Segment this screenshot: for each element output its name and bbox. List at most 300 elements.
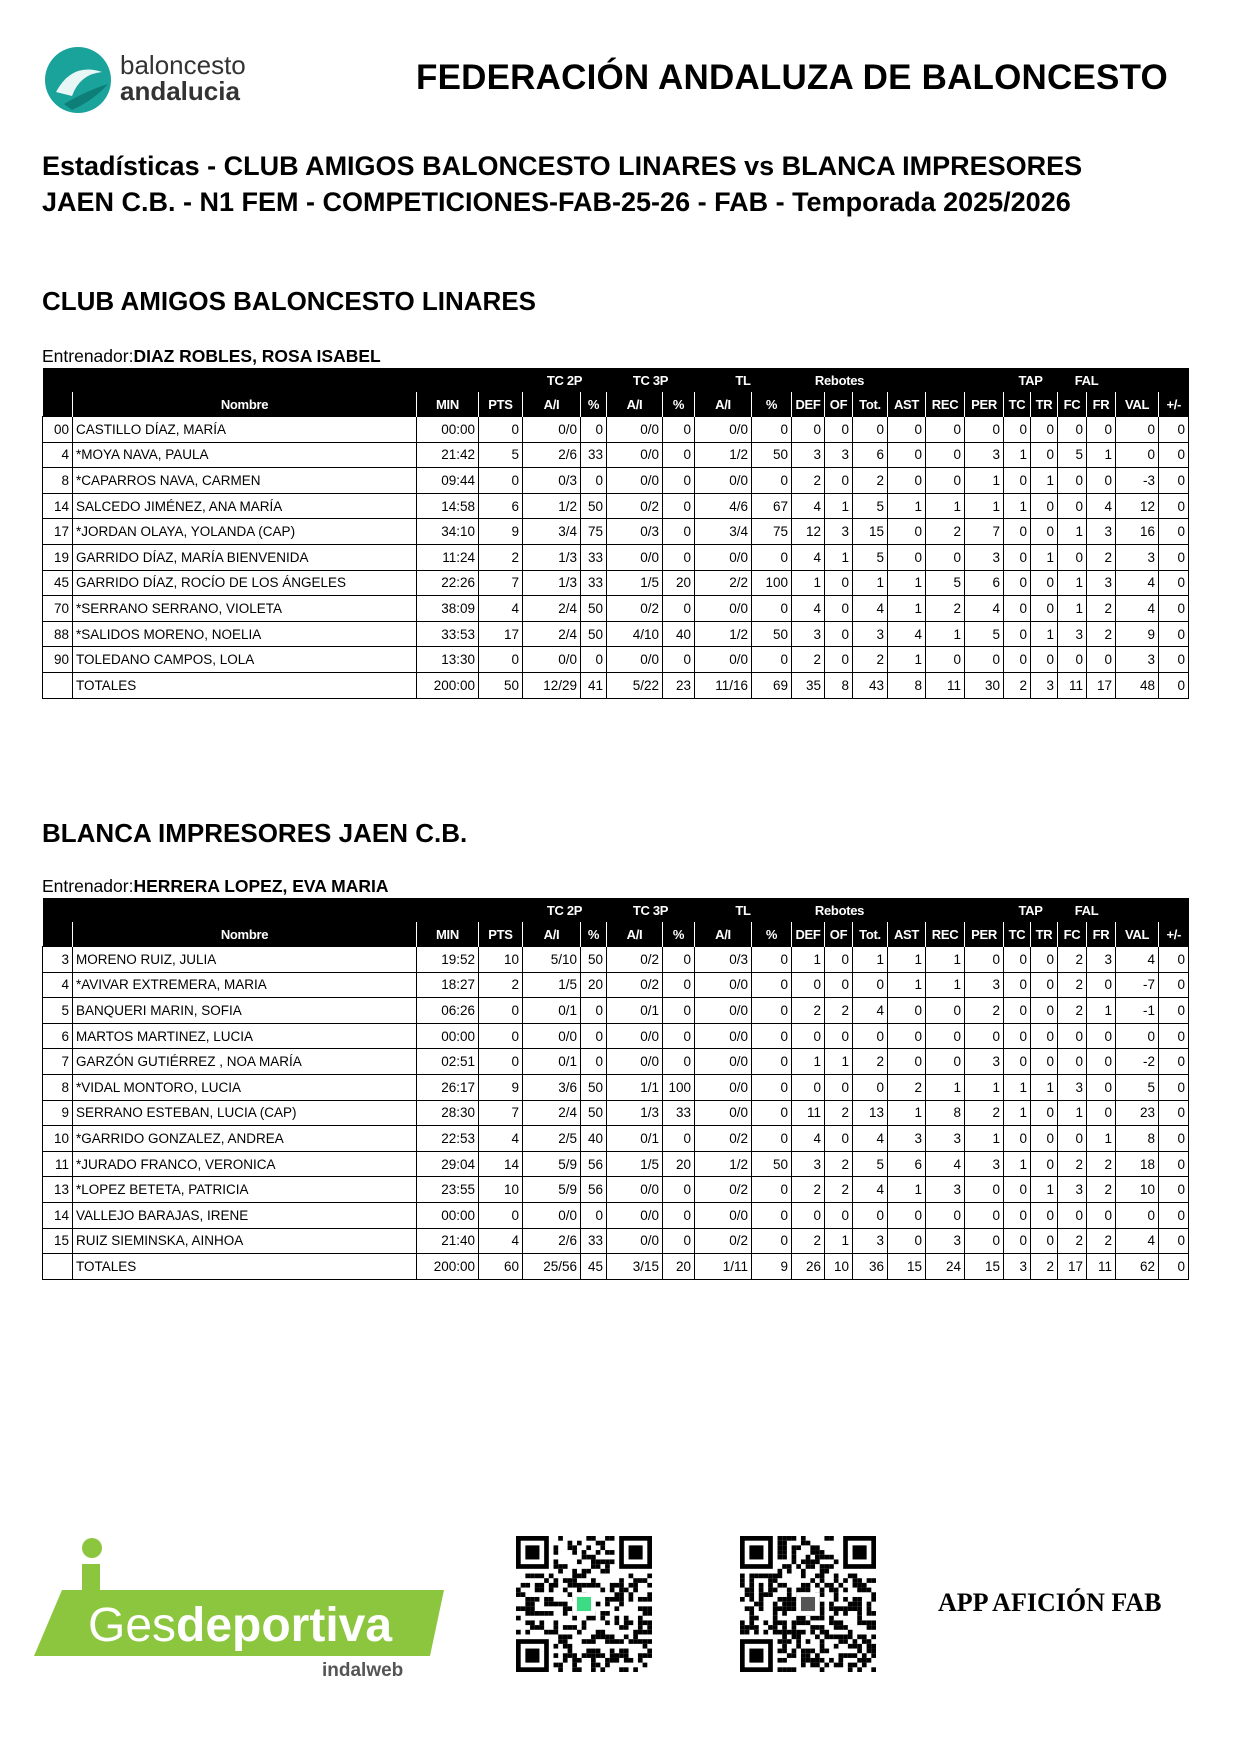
stat-cell: 4 (1087, 493, 1116, 519)
stat-cell: 2 (888, 1074, 926, 1100)
stat-cell: 2/2 (695, 570, 752, 596)
stat-cell: 4 (853, 1126, 888, 1152)
stat-cell: 1 (926, 621, 965, 647)
stat-cell: 0 (1087, 647, 1116, 673)
stat-cell: 7 (479, 570, 523, 596)
column-header-cell: PER (965, 922, 1004, 947)
stat-cell: 0 (752, 1177, 792, 1203)
stat-cell: 1/5 (607, 570, 663, 596)
stat-cell: 00:00 (417, 1202, 479, 1228)
stat-cell: 0 (825, 1023, 853, 1049)
stat-cell: 1/2 (695, 442, 752, 468)
stat-cell: 0 (825, 947, 853, 973)
stat-cell: 10 (479, 1177, 523, 1203)
stat-cell: 2 (1058, 972, 1087, 998)
stat-cell: 3 (1087, 570, 1116, 596)
stat-cell: 1/3 (523, 570, 581, 596)
stat-cell: 2/4 (523, 1100, 581, 1126)
group-header-cell: TAP (1018, 902, 1043, 918)
player-name-cell: GARRIDO DÍAZ, MARÍA BIENVENIDA (73, 544, 417, 570)
stat-cell: 00:00 (417, 417, 479, 443)
stat-cell: 0/2 (607, 972, 663, 998)
stat-cell: 0 (752, 1100, 792, 1126)
stat-cell: 0 (663, 1202, 695, 1228)
stat-cell: 2 (825, 1177, 853, 1203)
stat-cell: 50 (581, 493, 607, 519)
stat-cell: 15 (888, 1254, 926, 1280)
player-name-cell: TOLEDANO CAMPOS, LOLA (73, 647, 417, 673)
column-header-cell (43, 392, 73, 417)
stat-cell: 02:51 (417, 1049, 479, 1075)
stat-cell: 1/3 (523, 544, 581, 570)
stat-cell: 4 (792, 493, 825, 519)
stat-cell: 1 (1004, 493, 1031, 519)
stat-cell: 0 (1004, 544, 1031, 570)
stat-cell: 0 (825, 621, 853, 647)
stat-cell: 0/0 (523, 417, 581, 443)
stat-cell: 0 (965, 947, 1004, 973)
stat-cell: 0 (1004, 596, 1031, 622)
stat-cell: 88 (43, 621, 73, 647)
column-header-cell: Tot. (853, 392, 888, 417)
stat-cell: 2/5 (523, 1126, 581, 1152)
stat-cell: 5 (1058, 442, 1087, 468)
stat-cell: 0 (479, 998, 523, 1024)
stat-cell: 0/1 (523, 1049, 581, 1075)
stat-cell: 0 (1159, 544, 1189, 570)
stat-cell: 0/3 (695, 947, 752, 973)
stat-cell: -3 (1116, 468, 1159, 494)
stat-cell: 30 (965, 672, 1004, 698)
stat-cell: 0 (479, 1202, 523, 1228)
stat-cell: 0 (888, 544, 926, 570)
group-header-cell (888, 368, 926, 392)
stat-cell: 0 (1031, 1049, 1058, 1075)
group-header-cell (965, 898, 1004, 922)
stat-cell: 0 (1058, 544, 1087, 570)
stat-cell: 0 (752, 972, 792, 998)
stat-cell: 1 (1087, 1126, 1116, 1152)
column-header-cell: FR (1087, 392, 1116, 417)
stat-cell: 0 (1031, 998, 1058, 1024)
stat-cell: 2 (1087, 1177, 1116, 1203)
stat-cell: 3 (1004, 1254, 1031, 1280)
stat-cell: 2 (825, 998, 853, 1024)
group-header-cell (417, 898, 479, 922)
stat-cell: 0/0 (695, 468, 752, 494)
stat-cell: 100 (752, 570, 792, 596)
stat-cell: 20 (663, 1151, 695, 1177)
stat-cell: 1 (965, 1074, 1004, 1100)
stat-cell: 0 (1087, 1023, 1116, 1049)
stat-cell: 4 (479, 1126, 523, 1152)
stat-cell: 6 (965, 570, 1004, 596)
stat-cell: 34:10 (417, 519, 479, 545)
stat-cell: 33 (581, 1228, 607, 1254)
stat-cell: 0/0 (695, 972, 752, 998)
stat-cell: 26 (792, 1254, 825, 1280)
stat-cell: 3 (853, 1228, 888, 1254)
stat-cell: 1 (1004, 1100, 1031, 1126)
stat-cell: 75 (581, 519, 607, 545)
table-column-header (43, 392, 1189, 417)
stat-cell: 0 (752, 647, 792, 673)
stat-cell: 0 (1004, 570, 1031, 596)
stat-cell: 50 (581, 1100, 607, 1126)
stat-cell: 1 (1031, 1177, 1058, 1203)
group-header-cell: Rebotes (814, 902, 865, 918)
stat-cell: 2 (825, 1100, 853, 1126)
player-name-cell: GARZÓN GUTIÉRREZ , NOA MARÍA (73, 1049, 417, 1075)
subtitle-line1: Estadísticas - CLUB AMIGOS BALONCESTO LINARES vs BLANCA IMPRESORES (42, 151, 1083, 181)
stat-cell: 0 (926, 468, 965, 494)
player-name-cell: *GARRIDO GONZALEZ, ANDREA (73, 1126, 417, 1152)
stat-cell: 0/0 (607, 1202, 663, 1228)
stat-cell: 1 (1058, 570, 1087, 596)
stat-cell: 0 (1004, 947, 1031, 973)
stat-cell: 0 (1058, 417, 1087, 443)
stat-cell: 0 (1159, 1074, 1189, 1100)
stat-cell: 5 (43, 998, 73, 1024)
player-name-cell: *LOPEZ BETETA, PATRICIA (73, 1177, 417, 1203)
stat-cell: 1 (888, 947, 926, 973)
stat-cell: 0 (1159, 570, 1189, 596)
column-header-cell: Nombre (73, 922, 417, 947)
stat-cell: 3 (926, 1177, 965, 1203)
group-header-cell: FAL (1074, 372, 1099, 388)
stat-cell: 0/0 (523, 1023, 581, 1049)
stat-cell: 0 (479, 468, 523, 494)
fab-logo-line2: andalucia (120, 76, 240, 106)
stat-cell: 0 (1058, 647, 1087, 673)
stat-cell: 56 (581, 1151, 607, 1177)
group-header-cell (417, 368, 479, 392)
stat-cell: 43 (853, 672, 888, 698)
stat-cell: 0 (479, 417, 523, 443)
stat-cell: 0 (926, 544, 965, 570)
group-header-cell (1159, 368, 1189, 392)
stat-cell: 0 (1004, 972, 1031, 998)
stat-cell: 0 (1159, 972, 1189, 998)
stat-cell: 1 (825, 493, 853, 519)
stat-cell: 2 (853, 468, 888, 494)
stat-cell: 3/15 (607, 1254, 663, 1280)
stat-cell: 0 (926, 1049, 965, 1075)
table-group-header (43, 898, 1189, 922)
stat-cell: 0 (1159, 1254, 1189, 1280)
stat-cell: 2 (965, 998, 1004, 1024)
stat-cell: 0 (752, 1074, 792, 1100)
stat-cell: 0 (752, 1228, 792, 1254)
stat-cell: 4 (888, 621, 926, 647)
stat-cell: 4 (792, 1126, 825, 1152)
column-header-cell: PTS (479, 922, 523, 947)
stat-cell: 0 (663, 544, 695, 570)
team1-coach-label: Entrenador: (42, 346, 134, 366)
column-header-cell: VAL (1116, 922, 1159, 947)
stat-cell: 1 (853, 570, 888, 596)
stat-cell: 0 (663, 519, 695, 545)
stat-cell: 2 (1087, 544, 1116, 570)
stat-cell: 0/0 (607, 1228, 663, 1254)
stat-cell: 2 (853, 647, 888, 673)
column-header-cell: MIN (417, 392, 479, 417)
stat-cell: 2 (479, 972, 523, 998)
player-name-cell: CASTILLO DÍAZ, MARÍA (73, 417, 417, 443)
stat-cell: 3 (1116, 544, 1159, 570)
stat-cell: 0 (752, 417, 792, 443)
stat-cell: 0 (825, 1074, 853, 1100)
player-row (43, 1126, 1189, 1152)
stat-cell: 0 (1159, 596, 1189, 622)
stat-cell: 3 (853, 621, 888, 647)
stat-cell: 62 (1116, 1254, 1159, 1280)
stat-cell: 17 (43, 519, 73, 545)
stat-cell (43, 1254, 73, 1280)
column-header-cell: Nombre (73, 392, 417, 417)
stat-cell: 0 (965, 417, 1004, 443)
stat-cell: 0 (888, 468, 926, 494)
player-row (43, 570, 1189, 596)
stat-cell: 1/5 (523, 972, 581, 998)
stat-cell: 9 (479, 1074, 523, 1100)
stat-cell: 19 (43, 544, 73, 570)
stat-cell: 1/2 (695, 621, 752, 647)
group-header-cell: TC 3P (632, 902, 669, 918)
column-header-cell: DEF (792, 922, 825, 947)
stat-cell: 3 (1116, 647, 1159, 673)
stat-cell: 0 (479, 647, 523, 673)
stat-cell: 0/0 (607, 1049, 663, 1075)
stat-cell: 0 (663, 1126, 695, 1152)
stat-cell: 15 (853, 519, 888, 545)
stat-cell: 0 (926, 647, 965, 673)
stat-cell: 50 (581, 947, 607, 973)
column-header-cell: % (663, 392, 695, 417)
player-row (43, 1023, 1189, 1049)
player-name-cell: RUIZ SIEMINSKA, AINHOA (73, 1228, 417, 1254)
stat-cell: 28:30 (417, 1100, 479, 1126)
stat-cell: 14 (43, 493, 73, 519)
stat-cell: 0 (1031, 570, 1058, 596)
stat-cell: 0 (1159, 1177, 1189, 1203)
player-row (43, 1074, 1189, 1100)
subtitle-line2: JAEN C.B. - N1 FEM - COMPETICIONES-FAB-25-26 - FAB - Temporada 2025/2026 (42, 187, 1071, 217)
stat-cell: 00:00 (417, 1023, 479, 1049)
stat-cell: -7 (1116, 972, 1159, 998)
stat-cell: 18 (1116, 1151, 1159, 1177)
stat-cell: 0/3 (523, 468, 581, 494)
player-name-cell: TOTALES (73, 672, 417, 698)
stat-cell: 23 (1116, 1100, 1159, 1126)
column-header-cell: PTS (479, 392, 523, 417)
column-header-cell: TC (1004, 392, 1031, 417)
qr-code-android[interactable] (516, 1536, 652, 1672)
stat-cell: 0 (581, 647, 607, 673)
stat-cell: 2 (853, 1049, 888, 1075)
stat-cell: 0/3 (607, 519, 663, 545)
stat-cell: 2 (1087, 1151, 1116, 1177)
stat-cell: 0 (1087, 468, 1116, 494)
stat-cell: 200:00 (417, 672, 479, 698)
player-name-cell: TOTALES (73, 1254, 417, 1280)
stat-cell: 21:40 (417, 1228, 479, 1254)
stat-cell: 1 (825, 1049, 853, 1075)
stat-cell: -1 (1116, 998, 1159, 1024)
stat-cell: 1 (825, 1228, 853, 1254)
column-header-cell: PER (965, 392, 1004, 417)
column-header-cell: VAL (1116, 392, 1159, 417)
group-header-cell (73, 898, 417, 922)
stat-cell: 1 (926, 1074, 965, 1100)
stat-cell: 0 (1031, 1126, 1058, 1152)
column-header-cell: DEF (792, 392, 825, 417)
stat-cell: 0/0 (695, 1202, 752, 1228)
stat-cell: 0 (1159, 672, 1189, 698)
player-name-cell: *MOYA NAVA, PAULA (73, 442, 417, 468)
stat-cell: 11 (1058, 672, 1087, 698)
stat-cell: 0/0 (695, 1074, 752, 1100)
stat-cell: 1/1 (607, 1074, 663, 1100)
column-header-cell: TR (1031, 922, 1058, 947)
player-row (43, 621, 1189, 647)
column-header-cell: +/- (1159, 392, 1189, 417)
qr-code-ios[interactable] (740, 1536, 876, 1672)
stat-cell: 50 (479, 672, 523, 698)
stat-cell: 0 (1004, 1228, 1031, 1254)
stat-cell: 0 (663, 596, 695, 622)
stat-cell: 0 (965, 1202, 1004, 1228)
stat-cell: 0 (825, 570, 853, 596)
stat-cell (43, 672, 73, 698)
stat-cell: 3 (965, 544, 1004, 570)
stat-cell: 0 (926, 442, 965, 468)
column-header-cell: FC (1058, 392, 1087, 417)
page-subtitle (42, 148, 1192, 220)
stat-cell: 0 (825, 468, 853, 494)
table-column-header (43, 922, 1189, 947)
stat-cell: 0/0 (607, 417, 663, 443)
stat-cell: 23:55 (417, 1177, 479, 1203)
stat-cell: 0/0 (523, 1202, 581, 1228)
stat-cell: 3 (43, 947, 73, 973)
stat-cell: 0 (663, 1228, 695, 1254)
stat-cell: 48 (1116, 672, 1159, 698)
stat-cell: 5 (479, 442, 523, 468)
stat-cell: 0/0 (607, 647, 663, 673)
player-row (43, 519, 1189, 545)
team2-coach (42, 876, 389, 897)
stat-cell: 1 (1058, 596, 1087, 622)
column-header-cell: AST (888, 392, 926, 417)
group-header-cell (1116, 898, 1159, 922)
stat-cell: 1/3 (607, 1100, 663, 1126)
stat-cell: 0 (926, 417, 965, 443)
stat-cell: 2 (1087, 596, 1116, 622)
column-header-cell: A/I (695, 392, 752, 417)
stat-cell: 22:26 (417, 570, 479, 596)
player-name-cell: *JORDAN OLAYA, YOLANDA (CAP) (73, 519, 417, 545)
stat-cell: 0 (752, 544, 792, 570)
stat-cell: 1 (965, 468, 1004, 494)
stat-cell: 11 (1087, 1254, 1116, 1280)
stat-cell: 0 (752, 1023, 792, 1049)
stat-cell: 0 (581, 998, 607, 1024)
stat-cell: 3 (1058, 1074, 1087, 1100)
stat-cell: 0 (663, 998, 695, 1024)
stat-cell: 11:24 (417, 544, 479, 570)
column-header-cell: REC (926, 392, 965, 417)
stat-cell: 8 (926, 1100, 965, 1126)
stat-cell: 1/2 (523, 493, 581, 519)
stat-cell: 3 (792, 442, 825, 468)
stat-cell: 1 (1031, 544, 1058, 570)
stat-cell: 56 (581, 1177, 607, 1203)
stat-cell: 1 (926, 493, 965, 519)
column-header-cell: TC (1004, 922, 1031, 947)
stat-cell: 5/22 (607, 672, 663, 698)
team1-stats-table (42, 368, 1189, 699)
group-header-cell: FAL (1074, 902, 1099, 918)
stat-cell: 0 (965, 647, 1004, 673)
stat-cell: 3 (792, 1151, 825, 1177)
stat-cell: 17 (1058, 1254, 1087, 1280)
player-row (43, 1202, 1189, 1228)
stat-cell: 1 (792, 947, 825, 973)
stat-cell: 15 (965, 1254, 1004, 1280)
stat-cell: 2 (1004, 672, 1031, 698)
player-row (43, 1151, 1189, 1177)
stat-cell: 0 (1004, 647, 1031, 673)
stat-cell: 1 (926, 972, 965, 998)
stat-cell: 0 (663, 647, 695, 673)
group-header-cell: TAP (1018, 372, 1043, 388)
stat-cell: 4 (43, 972, 73, 998)
stat-cell: 0 (825, 596, 853, 622)
stat-cell: 1 (1058, 1100, 1087, 1126)
group-header-cell: TC 3P (632, 372, 669, 388)
stat-cell: 2 (1031, 1254, 1058, 1280)
column-header-cell: AST (888, 922, 926, 947)
column-header-cell: A/I (523, 392, 581, 417)
stat-cell: 0 (825, 1202, 853, 1228)
stat-cell: 0 (1004, 468, 1031, 494)
stat-cell: 0 (1159, 647, 1189, 673)
stat-cell: 22:53 (417, 1126, 479, 1152)
player-row (43, 647, 1189, 673)
group-header-cell (1159, 898, 1189, 922)
stat-cell: 8 (888, 672, 926, 698)
stat-cell: 0 (752, 998, 792, 1024)
stat-cell: 0 (792, 1202, 825, 1228)
stat-cell: 0 (926, 1202, 965, 1228)
player-name-cell: BANQUERI MARIN, SOFIA (73, 998, 417, 1024)
stat-cell: 0 (926, 998, 965, 1024)
stat-cell: 20 (663, 570, 695, 596)
stat-cell: 0/0 (695, 1100, 752, 1126)
player-row (43, 544, 1189, 570)
column-header-cell: A/I (607, 392, 663, 417)
stat-cell: 0 (888, 519, 926, 545)
stat-cell: 9 (479, 519, 523, 545)
team1-coach (42, 346, 381, 367)
stat-cell: 3/6 (523, 1074, 581, 1100)
stat-cell: 2 (792, 998, 825, 1024)
stat-cell: 0 (1004, 1126, 1031, 1152)
stat-cell: 0 (479, 1049, 523, 1075)
stat-cell: 10 (1116, 1177, 1159, 1203)
player-row (43, 596, 1189, 622)
